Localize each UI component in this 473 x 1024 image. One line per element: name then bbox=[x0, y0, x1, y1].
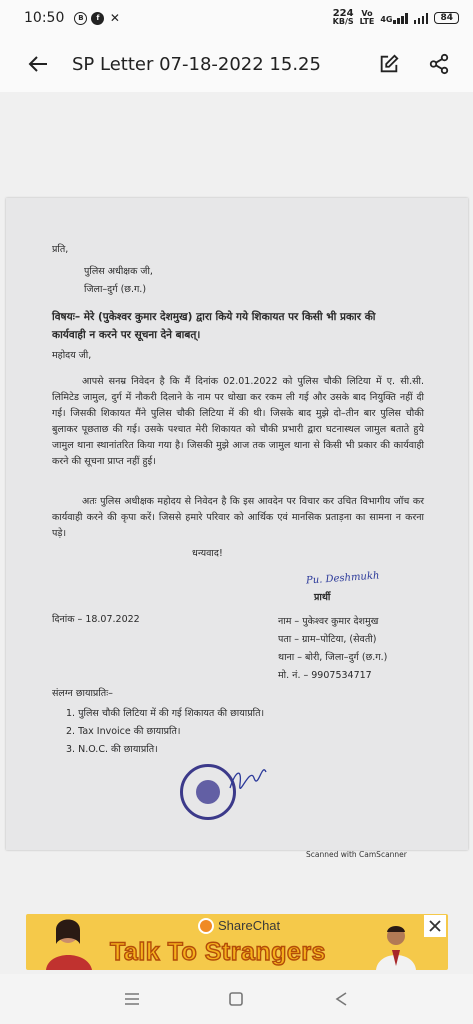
applicant-signature: Pu. Deshmukh bbox=[305, 570, 380, 587]
app-bar-actions bbox=[371, 46, 457, 82]
net-speed-value: 224 bbox=[332, 8, 354, 19]
status-time: 10:50 bbox=[24, 10, 65, 26]
signal-bars-2-icon bbox=[414, 13, 429, 24]
system-indicators bbox=[333, 10, 459, 26]
facebook-icon: f bbox=[91, 12, 104, 25]
edit-icon bbox=[378, 53, 400, 75]
ad-headline: Talk To Strangers bbox=[110, 938, 326, 966]
status-bar bbox=[0, 0, 473, 36]
document-viewer[interactable] bbox=[0, 92, 473, 974]
ad-close-button[interactable] bbox=[424, 915, 446, 937]
person-notification-icon: ✕ bbox=[109, 11, 120, 25]
ad-man-figure bbox=[374, 922, 418, 970]
edit-button[interactable] bbox=[371, 46, 407, 82]
scanner-watermark: Scanned with CamScanner bbox=[306, 850, 407, 859]
ad-woman-figure bbox=[32, 914, 102, 970]
letter-address-line-2: जिला–दुर्ग (छ.ग.) bbox=[84, 284, 147, 295]
home-button[interactable] bbox=[216, 979, 256, 1019]
home-icon bbox=[228, 991, 244, 1007]
b-notification-icon: B bbox=[74, 12, 87, 25]
scanned-letter-page bbox=[6, 198, 468, 850]
net-type-label: 4G bbox=[380, 14, 393, 24]
letter-subject-line-2: कार्यवाही न करने पर सूचना देने बाबत्। bbox=[52, 329, 201, 341]
net-speed-unit: KB/S bbox=[332, 17, 354, 26]
vo-label: Vo bbox=[361, 9, 373, 18]
signal-4g bbox=[380, 13, 408, 24]
letter-date: दिनांक – 18.07.2022 bbox=[52, 614, 140, 625]
ad-brand: ShareChat bbox=[218, 918, 281, 933]
signal-bars-icon bbox=[393, 13, 408, 24]
lte-label: LTE bbox=[359, 17, 375, 26]
stamp-signature-scribble bbox=[226, 758, 270, 796]
letter-applicant-label: प्रार्थी bbox=[314, 592, 331, 603]
enclosure-item: 3. N.O.C. की छायाप्रति। bbox=[66, 744, 158, 755]
applicant-name: नाम – पुकेश्वर कुमार देशमुख bbox=[278, 616, 379, 627]
back-nav-button[interactable] bbox=[321, 979, 361, 1019]
close-icon bbox=[428, 919, 442, 933]
applicant-address: पता – ग्राम–पोटिया, (सेवती) bbox=[278, 634, 377, 645]
recents-icon bbox=[123, 991, 141, 1007]
letter-to: प्रति, bbox=[52, 244, 69, 255]
ad-banner[interactable] bbox=[26, 914, 448, 970]
system-nav-bar bbox=[0, 974, 473, 1024]
letter-salutation: महोदय जी, bbox=[52, 350, 92, 361]
back-button[interactable] bbox=[18, 44, 58, 84]
share-icon bbox=[428, 53, 450, 75]
document-title: SP Letter 07-18-2022 15.25 bbox=[72, 53, 321, 75]
notification-icons bbox=[74, 12, 121, 25]
letter-subject-line-1: विषयः– मेरे (पुकेश्वर कुमार देशमुख) द्वारा किये गये शिकायत पर किसी भी प्रकार की bbox=[52, 311, 376, 323]
sharechat-logo-icon bbox=[198, 918, 214, 934]
letter-paragraph-2: अतः पुलिस अधीक्षक महोदय से निवेदन है कि इस आवदेन पर विचार कर उचित विभागीय जॉच कर कार्यवाही करने की कृपा करें। जिससे हमारे परिवार को आर्थिक एवं मानसिक प्रताड़ना का सामना न करना पड़े। bbox=[52, 496, 424, 539]
share-button[interactable] bbox=[421, 46, 457, 82]
letter-thanks: धन्यवाद! bbox=[192, 548, 223, 559]
applicant-mobile: मो. नं. – 9907534717 bbox=[278, 670, 372, 681]
enclosures-title: संलग्न छायाप्रतिः– bbox=[52, 688, 113, 699]
letter-address-line-1: पुलिस अधीक्षक जी, bbox=[84, 266, 153, 277]
enclosure-item: 1. पुलिस चौकी लिटिया में की गई शिकायत की छायाप्रति। bbox=[66, 708, 265, 719]
battery-icon bbox=[434, 12, 459, 24]
enclosure-item: 2. Tax Invoice की छायाप्रति। bbox=[66, 726, 181, 737]
net-speed bbox=[333, 10, 354, 26]
letter-paragraph-1: आपसे सनम्र निवेदन है कि मैं दिनांक 02.01.2022 को पुलिस चौकी लिटिया में ए. सी.सी. लिमिटेड जामुल, दुर्ग में नौकरी दिलाने के नाम पर धोखा कर रकम ली गई और उसके बाद नियुक्ति नहीं दी गई। जिसकी शिकायत मैंने पुलिस चौकी लिटिया में की थी। जिसके बाद मुझे दो–तीन बार पुलिस चौकी बुलाकर पूछताछ की गई। उसके पश्चात मेरी शिकायत को चौकी प्रभारी द्वारा घटनास्थल जामुल बताते हुये जामुल थाना स्थानांतरित किया गया है। जिसकी मुझे आज तक जामुल थाना से किसी भी प्रकार की कार्यवाही करने की सूचना प्राप्त नहीं हुई। bbox=[52, 376, 424, 467]
back-triangle-icon bbox=[334, 991, 348, 1007]
applicant-station: थाना – बोरी, जिला–दुर्ग (छ.ग.) bbox=[278, 652, 388, 663]
recents-button[interactable] bbox=[112, 979, 152, 1019]
volte-indicator bbox=[360, 10, 375, 26]
arrow-back-icon bbox=[26, 52, 50, 76]
battery-level: 84 bbox=[440, 13, 453, 23]
app-bar bbox=[0, 36, 473, 92]
